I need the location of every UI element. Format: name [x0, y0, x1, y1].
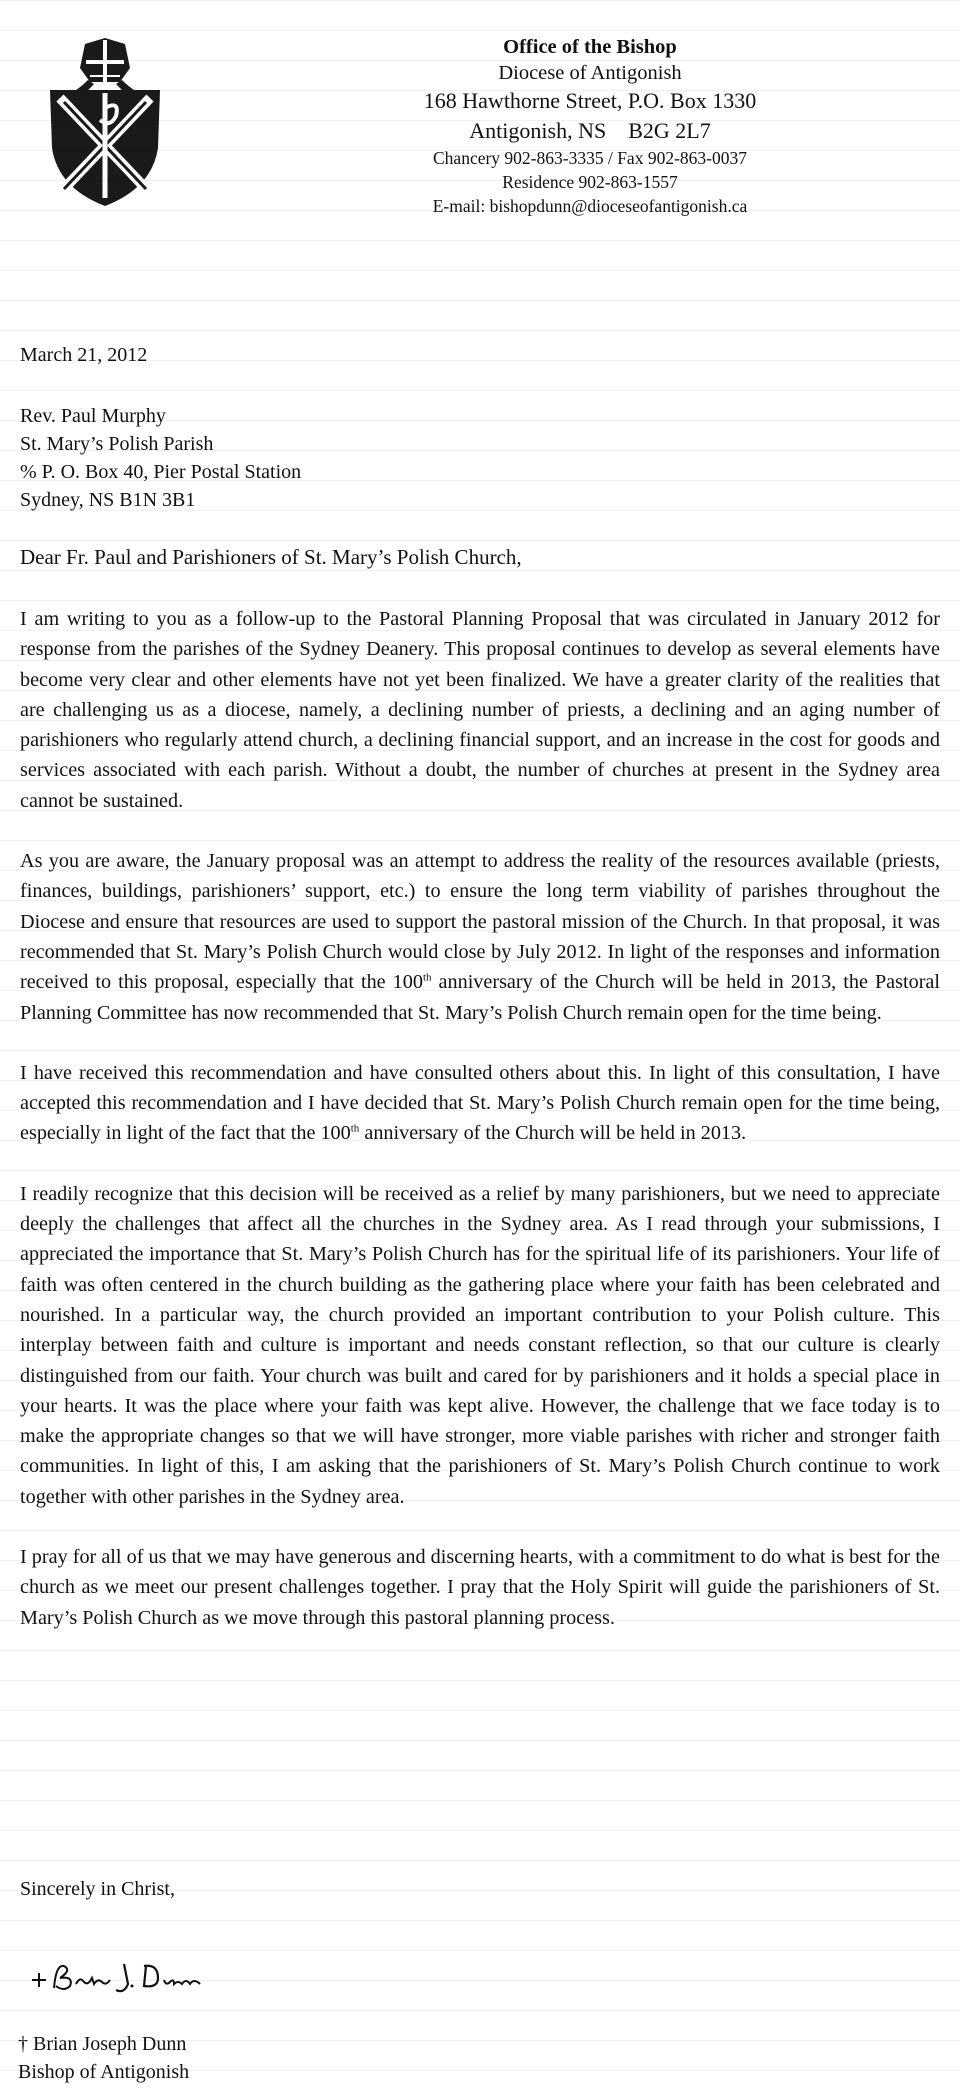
- city-postal: Antigonish, NS B2G 2L7: [469, 118, 711, 143]
- salutation: Dear Fr. Paul and Parishioners of St. Mary’s Polish Church,: [20, 545, 522, 569]
- letter-date: March 21, 2012: [20, 344, 148, 366]
- recipient-city: Sydney, NS B1N 3B1: [20, 489, 196, 511]
- chancery-phone: Chancery 902-863-3335 / Fax 902-863-0037: [433, 148, 747, 168]
- diocese-crest-logo: [30, 38, 180, 208]
- office-title: Office of the Bishop: [503, 36, 677, 58]
- signer-name: † Brian Joseph Dunn: [18, 2033, 187, 2055]
- paragraph-3: [20, 1058, 940, 1149]
- paragraph-3-part-b: anniversary of the Church will be held in 2013.: [359, 1122, 747, 1145]
- closing: Sincerely in Christ,: [20, 1878, 175, 1900]
- paragraph-2-part-a: As you are aware, the January proposal was an attempt to address the reality of the resources available (priests, finances, buildings, parishioners’ support, etc.) to ensure the long term viability of parishes throughout the Diocese and ensure that resources are used to support the pastoral mission of the Church. In that proposal, it was recommended that St. Mary’s Polish Church would close by July 2012. In light of the responses and information received to this proposal, especially that the 100: [20, 850, 940, 994]
- signer-title: Bishop of Antigonish: [18, 2061, 190, 2083]
- diocese-name: Diocese of Antigonish: [498, 62, 682, 84]
- letterhead: [330, 34, 850, 218]
- recipient-box: % P. O. Box 40, Pier Postal Station: [20, 461, 302, 483]
- paragraph-1: I am writing to you as a follow-up to the Pastoral Planning Proposal that was circulated in January 2012 for response from the parishes of the Sydney Deanery. This proposal continues to develop as several elements have become very clear and other elements have not yet been finalized. We have a greater clarity of the realities that are challenging us as a diocese, namely, a declining number of priests, a declining and an aging number of parishioners who regularly attend church, a declining financial support, and an increase in the cost for goods and services associated with each parish. Without a doubt, the number of churches at present in the Sydney area cannot be sustained.: [20, 608, 940, 812]
- paragraph-2-part-b: anniversary of the Church will be held in 2013, the Pastoral Planning Committee has now recommended that St. Mary’s Polish Church remain open for the time being.: [20, 971, 940, 1024]
- ordinal-superscript: th: [422, 971, 432, 984]
- handwritten-signature: [24, 1950, 214, 2000]
- recipient-address: [20, 402, 301, 514]
- email-address: E-mail: bishopdunn@dioceseofantigonish.ca: [432, 196, 748, 216]
- paragraph-5: I pray for all of us that we may have generous and discerning hearts, with a commitment to do what is best for the church as we meet our present challenges together. I pray that the Holy Spirit will guide the parishioners of St. Mary’s Polish Church as we move through this pastoral planning process.: [20, 1546, 940, 1629]
- recipient-parish: St. Mary’s Polish Parish: [20, 433, 214, 455]
- recipient-name: Rev. Paul Murphy: [20, 405, 166, 427]
- residence-phone: Residence 902-863-1557: [502, 172, 678, 192]
- paragraph-3-part-a: I have received this recommendation and have consulted others about this. In light of this consultation, I have accepted this recommendation and I have decided that St. Mary’s Polish Church remain open for the time being, especially in light of the fact that the 100: [20, 1061, 940, 1145]
- letter-body: [20, 604, 940, 1663]
- paragraph-2: [20, 846, 940, 1028]
- paragraph-4: I readily recognize that this decision will be received as a relief by many parishioners, but we need to appreciate deeply the challenges that affect all the churches in the Sydney area. As I read through your submissions, I appreciated the importance that St. Mary’s Polish Church has for the spiritual life of its parishioners. Your life of faith was often centered in the church building as the gathering place where your faith has been celebrated and nourished. In a particular way, the church provided an important contribution to your Polish culture. This interplay between faith and culture is important and needs constant reflection, so that our culture is clearly distinguished from our faith. Your church was built and cared for by parishioners and it holds a special place in your hearts. It was the place where your faith was kept alive. However, the challenge that we face today is to make the appropriate changes so that we will have stronger, more viable parishes with richer and stronger faith communities. In light of this, I am asking that the parishioners of St. Mary’s Polish Church continue to work together with other parishes in the Sydney area.: [20, 1182, 940, 1508]
- signer-block: [18, 2030, 189, 2086]
- ordinal-superscript: th: [350, 1122, 360, 1135]
- street-address: 168 Hawthorne Street, P.O. Box 1330: [423, 88, 757, 113]
